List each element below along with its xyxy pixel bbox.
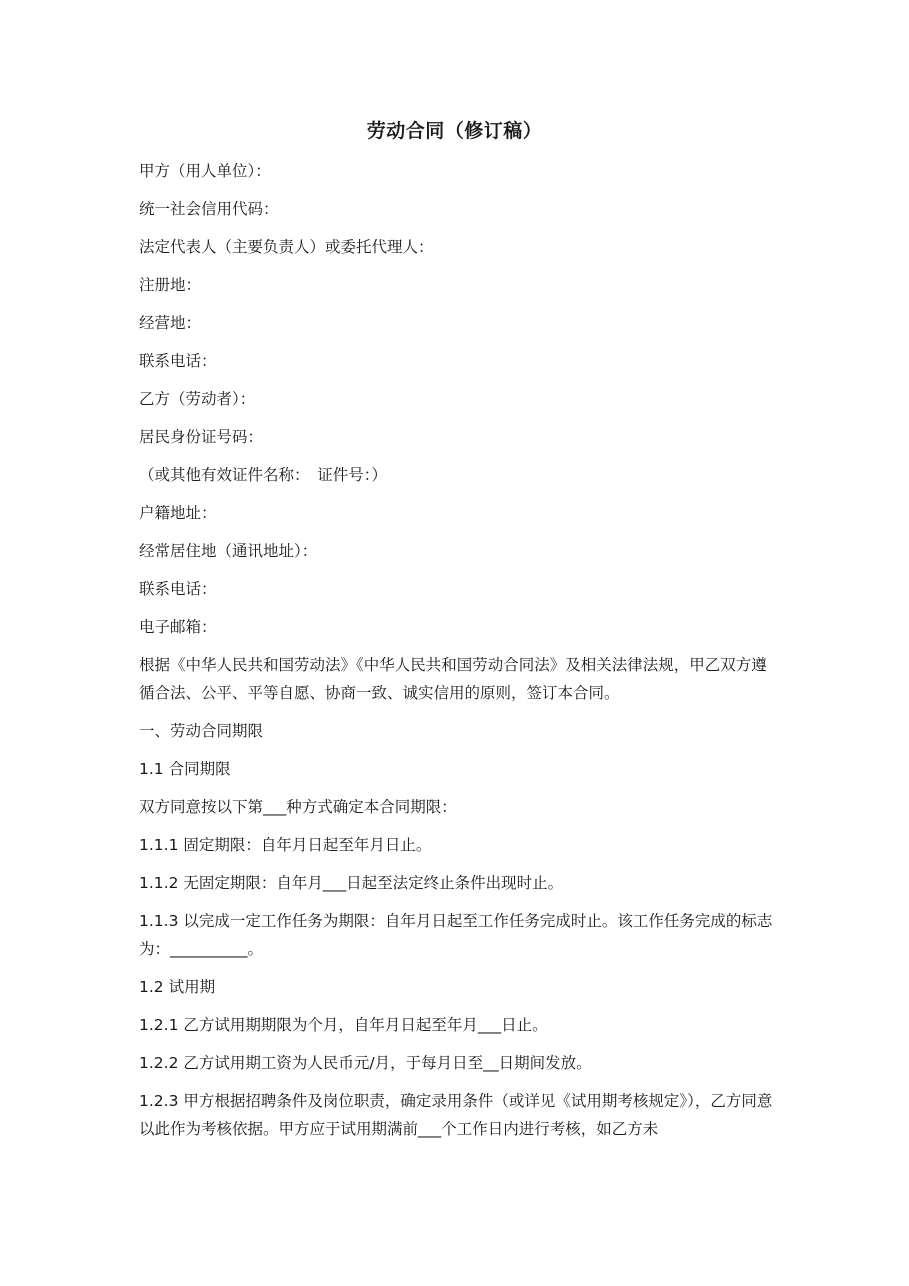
section-1-heading: 一、劳动合同期限 xyxy=(139,722,264,740)
other-id-line: （或其他有效证件名称： 证件号：） xyxy=(139,466,388,484)
id-number-line: 居民身份证号码： xyxy=(139,428,264,446)
residence-address-line: 经常居住地（通讯地址）： xyxy=(139,542,318,560)
business-address-line: 经营地： xyxy=(139,314,202,332)
term-method-line: 双方同意按以下第___种方式确定本合同期限： xyxy=(139,798,457,816)
document-body xyxy=(139,157,774,1153)
party-a-phone-line: 联系电话： xyxy=(139,352,217,370)
email-line: 电子邮箱： xyxy=(139,618,217,636)
party-b-line: 乙方（劳动者）： xyxy=(139,390,256,408)
credit-code-line: 统一社会信用代码： xyxy=(139,200,279,218)
legal-rep-line: 法定代表人（主要负责人）或委托代理人： xyxy=(139,238,434,256)
clause-1-2-3: 1.2.3 甲方根据招聘条件及岗位职责，确定录用条件（或详见《试用期考核规定》），乙方同意以此作为考核依据。甲方应于试用期满前___个工作日内进行考核，如乙方未 xyxy=(139,1092,773,1138)
clause-1-1-heading: 1.1 合同期限 xyxy=(139,760,231,778)
registered-address-line: 注册地： xyxy=(139,276,202,294)
document-title: 劳动合同（修订稿） xyxy=(366,120,543,142)
clause-1-1-3: 1.1.3 以完成一定工作任务为期限：自年月日起至工作任务完成时止。该工作任务完成的标志为：__________。 xyxy=(139,912,773,958)
household-address-line: 户籍地址： xyxy=(139,504,217,522)
clause-1-1-1: 1.1.1 固定期限：自年月日起至年月日止。 xyxy=(139,836,432,854)
clause-1-1-2: 1.1.2 无固定期限：自年月___日起至法定终止条件出现时止。 xyxy=(139,874,564,892)
clause-1-2-heading: 1.2 试用期 xyxy=(139,978,216,996)
preamble-paragraph: 根据《中华人民共和国劳动法》《中华人民共和国劳动合同法》及相关法律法规，甲乙双方遵循合法、公平、平等自愿、协商一致、诚实信用的原则，签订本合同。 xyxy=(139,656,767,702)
clause-1-2-2: 1.2.2 乙方试用期工资为人民币元/月，于每月日至__日期间发放。 xyxy=(139,1054,592,1072)
party-a-line: 甲方（用人单位）： xyxy=(139,162,271,180)
clause-1-2-1: 1.2.1 乙方试用期期限为个月，自年月日起至年月___日止。 xyxy=(139,1016,548,1034)
party-b-phone-line: 联系电话： xyxy=(139,580,217,598)
